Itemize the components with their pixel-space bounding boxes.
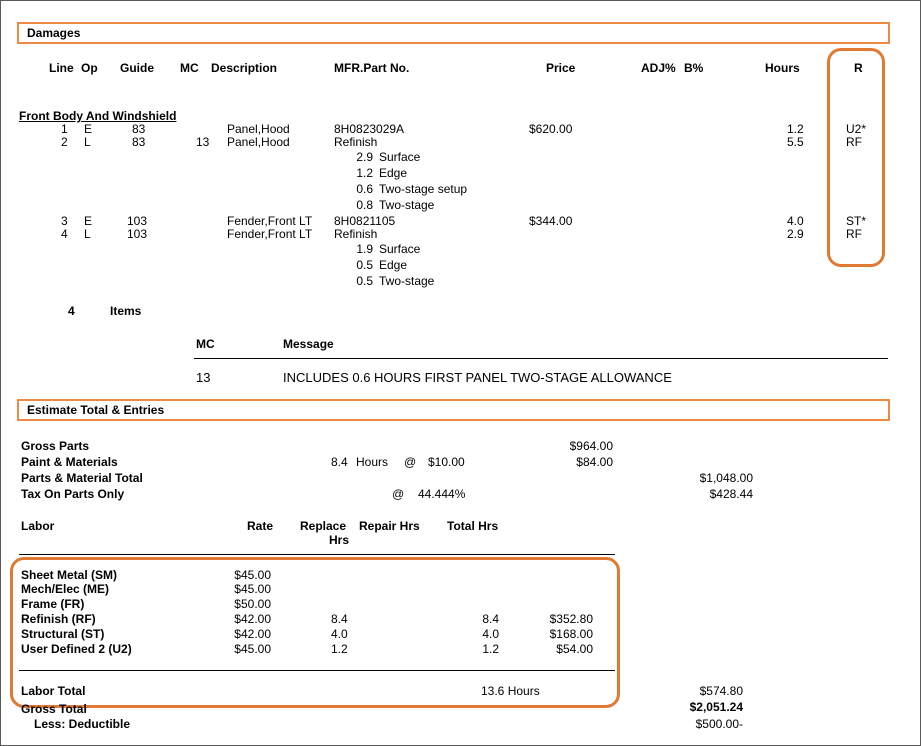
- col-price: Price: [546, 61, 576, 75]
- row-line: 4: [61, 227, 68, 241]
- row-mc: 13: [196, 135, 210, 149]
- row-r: RF: [846, 135, 862, 149]
- damages-title: Damages: [27, 26, 81, 40]
- sub-qty: 1.2: [356, 166, 373, 180]
- row-op: L: [84, 227, 91, 241]
- replace-header: Replace: [300, 519, 347, 533]
- gross-total-label: Gross Total: [21, 702, 87, 716]
- row-description: Fender,Front LT: [227, 227, 313, 241]
- tax-pct: 44.444%: [418, 487, 466, 501]
- section-title: Front Body And Windshield: [19, 109, 177, 123]
- gross-total-value: $2,051.24: [689, 700, 743, 714]
- sub-qty: 0.6: [356, 182, 373, 196]
- labor-rate: $45.00: [234, 568, 271, 582]
- labor-top-divider: [19, 554, 615, 555]
- items-label: Items: [110, 304, 142, 318]
- row-guide: 103: [127, 214, 148, 228]
- labor-rate: $45.00: [234, 642, 271, 656]
- row-hours: 4.0: [787, 214, 804, 228]
- row-guide: 103: [127, 227, 148, 241]
- sub-qty: 0.8: [356, 198, 373, 212]
- deductible-value: $500.00-: [695, 717, 743, 731]
- labor-rate: $50.00: [234, 597, 271, 611]
- paint-hours-label: Hours: [356, 455, 389, 469]
- rate-header: Rate: [247, 519, 274, 533]
- labor-name: User Defined 2 (U2): [21, 642, 132, 656]
- labor-name: Refinish (RF): [21, 612, 96, 626]
- row-description: Panel,Hood: [227, 122, 290, 136]
- labor-highlight: [10, 557, 620, 708]
- row-op: E: [84, 122, 93, 136]
- row-line: 1: [61, 122, 68, 136]
- labor-replace: 1.2: [331, 642, 348, 656]
- row-part-no: Refinish: [334, 135, 378, 149]
- tax-label: Tax On Parts Only: [21, 487, 125, 501]
- gross-parts-value: $964.00: [569, 439, 613, 453]
- row-hours: 5.5: [787, 135, 804, 149]
- row-description: Panel,Hood: [227, 135, 290, 149]
- col-adj: ADJ%: [641, 61, 676, 75]
- sub-label: Surface: [379, 150, 421, 164]
- row-line: 2: [61, 135, 68, 149]
- total-hrs-header: Total Hrs: [447, 519, 499, 533]
- labor-name: Mech/Elec (ME): [21, 582, 110, 596]
- labor-total: 1.2: [482, 642, 499, 656]
- row-guide: 83: [132, 122, 146, 136]
- col-description: Description: [211, 61, 278, 75]
- row-line: 3: [61, 214, 68, 228]
- sub-label: Edge: [379, 258, 408, 272]
- col-op: Op: [81, 61, 98, 75]
- sub-qty: 2.9: [356, 150, 373, 164]
- row-part-no: 8H0821105: [334, 214, 396, 228]
- row-part-no: Refinish: [334, 227, 378, 241]
- labor-rate: $42.00: [234, 627, 271, 641]
- labor-name: Sheet Metal (SM): [21, 568, 118, 582]
- message-header: Message: [283, 337, 334, 351]
- row-op: L: [84, 135, 91, 149]
- labor-rate: $42.00: [234, 612, 271, 626]
- row-r: U2*: [846, 122, 867, 136]
- sub-qty: 0.5: [356, 274, 373, 288]
- r-column-highlight: [827, 48, 885, 267]
- deductible-label: Less: Deductible: [34, 717, 131, 731]
- message-divider: [194, 358, 888, 359]
- labor-header: Labor: [21, 519, 55, 533]
- sub-label: Two-stage: [379, 198, 435, 212]
- labor-total-hours: 13.6 Hours: [481, 684, 540, 698]
- repair-header: Repair Hrs: [359, 519, 420, 533]
- row-price: $344.00: [529, 214, 573, 228]
- row-hours: 2.9: [787, 227, 804, 241]
- labor-total: 4.0: [482, 627, 499, 641]
- damages-header-box: [17, 22, 890, 44]
- labor-amount: $168.00: [549, 627, 593, 641]
- items-count: 4: [68, 304, 75, 318]
- col-hours: Hours: [765, 61, 800, 75]
- col-mc: MC: [180, 61, 199, 75]
- sub-qty: 1.9: [356, 242, 373, 256]
- message-text: INCLUDES 0.6 HOURS FIRST PANEL TWO-STAGE ALLOWANCE: [283, 370, 672, 385]
- replace-hrs-header: Hrs: [329, 533, 350, 547]
- col-part-no: MFR.Part No.: [334, 61, 410, 75]
- row-guide: 83: [132, 135, 146, 149]
- paint-hours: 8.4: [331, 455, 348, 469]
- gross-parts-label: Gross Parts: [21, 439, 90, 453]
- labor-replace: 8.4: [331, 612, 348, 626]
- labor-total-value: $574.80: [699, 684, 743, 698]
- col-guide: Guide: [120, 61, 155, 75]
- labor-name: Frame (FR): [21, 597, 85, 611]
- tax-at: @: [392, 487, 405, 501]
- labor-amount: $352.80: [549, 612, 593, 626]
- labor-amount: $54.00: [556, 642, 593, 656]
- tax-value: $428.44: [709, 487, 753, 501]
- labor-name: Structural (ST): [21, 627, 105, 641]
- labor-total: 8.4: [482, 612, 499, 626]
- sub-label: Surface: [379, 242, 421, 256]
- labor-rate: $45.00: [234, 582, 271, 596]
- col-r: R: [854, 61, 863, 75]
- row-r: RF: [846, 227, 862, 241]
- row-r: ST*: [846, 214, 867, 228]
- message-mc-header: MC: [196, 337, 215, 351]
- row-price: $620.00: [529, 122, 573, 136]
- totals-title: Estimate Total & Entries: [27, 403, 165, 417]
- labor-replace: 4.0: [331, 627, 348, 641]
- paint-value: $84.00: [576, 455, 613, 469]
- labor-total-label: Labor Total: [21, 684, 86, 698]
- sub-label: Two-stage setup: [379, 182, 468, 196]
- col-b: B%: [684, 61, 704, 75]
- row-hours: 1.2: [787, 122, 804, 136]
- sub-label: Two-stage: [379, 274, 435, 288]
- row-description: Fender,Front LT: [227, 214, 313, 228]
- row-part-no: 8H0823029A: [334, 122, 405, 136]
- paint-label: Paint & Materials: [21, 455, 118, 469]
- sub-qty: 0.5: [356, 258, 373, 272]
- col-line: Line: [49, 61, 74, 75]
- paint-rate: $10.00: [428, 455, 465, 469]
- message-mc: 13: [196, 370, 211, 385]
- parts-material-total-value: $1,048.00: [699, 471, 753, 485]
- paint-at: @: [404, 455, 417, 469]
- row-op: E: [84, 214, 93, 228]
- sub-label: Edge: [379, 166, 408, 180]
- parts-material-total-label: Parts & Material Total: [21, 471, 143, 485]
